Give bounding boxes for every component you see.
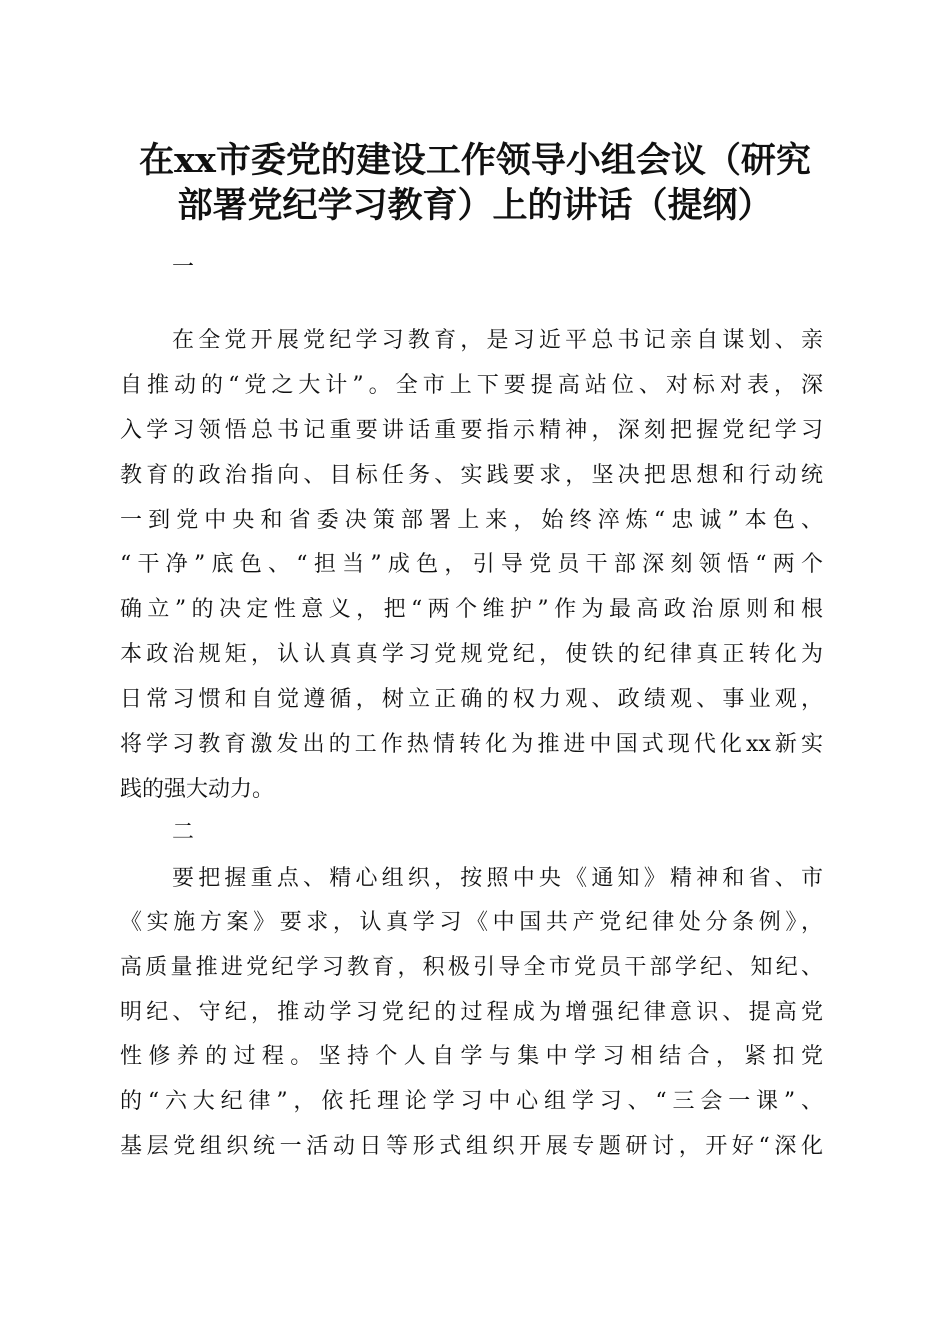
- paragraph-line: 要把握重点、精心组织，按照中央《通知》精神和省、市: [172, 866, 823, 891]
- paragraph-line: “干净”底色、“担当”成色，引导党员干部深刻领悟“两个: [120, 552, 823, 577]
- paragraph-line: 性修养的过程。坚持个人自学与集中学习相结合，紧扣党: [120, 1044, 823, 1069]
- document-title-line-1: 在xx市委党的建设工作领导小组会议（研究: [139, 140, 811, 181]
- paragraph-line: 高质量推进党纪学习教育，积极引导全市党员干部学纪、知纪、: [120, 955, 823, 980]
- paragraph-line: 基层党组织统一活动日等形式组织开展专题研讨，开好“深化: [120, 1134, 823, 1159]
- paragraph-line: 明纪、守纪，推动学习党纪的过程成为增强纪律意识、提高党: [120, 1000, 823, 1025]
- section-heading-2: 二: [172, 820, 195, 845]
- paragraph-line: 一到党中央和省委决策部署上来，始终淬炼“忠诚”本色、: [120, 508, 823, 533]
- paragraph-line: 教育的政治指向、目标任务、实践要求，坚决把思想和行动统: [120, 463, 823, 488]
- paragraph-line: 《实施方案》要求，认真学习《中国共产党纪律处分条例》，: [120, 910, 823, 935]
- paragraph-line: 在全党开展党纪学习教育，是习近平总书记亲自谋划、亲: [172, 328, 823, 353]
- paragraph-line: 本政治规矩，认认真真学习党规党纪，使铁的纪律真正转化为: [120, 642, 823, 667]
- paragraph-line: 日常习惯和自觉遵循，树立正确的权力观、政绩观、事业观，: [120, 687, 823, 712]
- document-title-line-2: 部署党纪学习教育）上的讲话（提纲）: [177, 185, 773, 226]
- paragraph-line: 践的强大动力。: [120, 777, 275, 802]
- paragraph-line: 自推动的“党之大计”。全市上下要提高站位、对标对表，深: [120, 373, 823, 398]
- paragraph-line: 入学习领悟总书记重要讲话重要指示精神，深刻把握党纪学习: [120, 418, 823, 443]
- paragraph-line: 的“六大纪律”，依托理论学习中心组学习、“三会一课”、: [120, 1089, 823, 1114]
- section-heading-1: 一: [172, 255, 195, 280]
- paragraph-line: 将学习教育激发出的工作热情转化为推进中国式现代化xx新实: [120, 732, 823, 757]
- paragraph-line: 确立”的决定性意义，把“两个维护”作为最高政治原则和根: [120, 597, 823, 622]
